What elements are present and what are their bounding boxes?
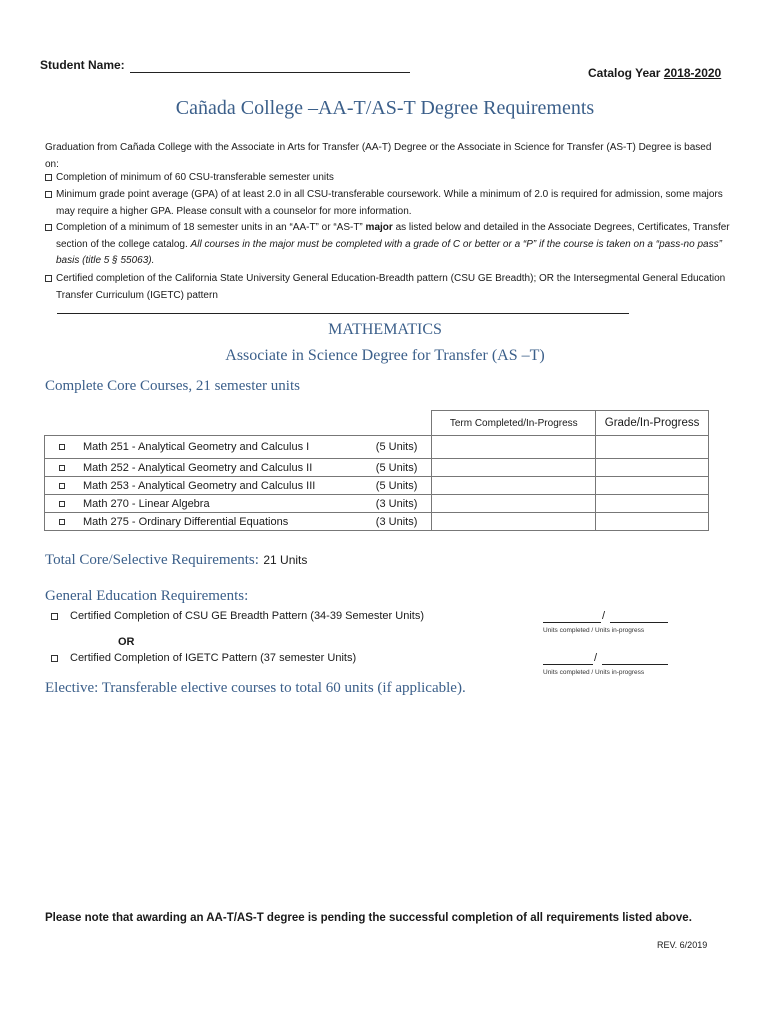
- course-units: (3 Units): [375, 497, 418, 510]
- grade-cell[interactable]: [596, 513, 709, 531]
- page-title: Cañada College –AA-T/AS-T Degree Requirements: [175, 97, 595, 119]
- checkbox-icon[interactable]: [59, 444, 65, 450]
- grade-cell[interactable]: [596, 495, 709, 513]
- course-units: (5 Units): [375, 461, 418, 474]
- revision-text: REV. 6/2019: [657, 940, 708, 950]
- term-cell[interactable]: [432, 436, 596, 459]
- course-cell: [45, 436, 432, 459]
- table-row: [45, 477, 709, 495]
- checkbox-icon[interactable]: [51, 655, 58, 662]
- column-header-term: Term Completed/In-Progress: [432, 411, 596, 436]
- total-label: Total Core/Selective Requirements:: [45, 552, 259, 568]
- grade-cell[interactable]: [596, 436, 709, 459]
- table-header-row: [45, 411, 709, 436]
- checkbox-icon[interactable]: [51, 613, 58, 620]
- course-cell: [45, 477, 432, 495]
- checkbox-icon[interactable]: [45, 275, 52, 282]
- intro-paragraph: Graduation from Cañada College with the Associate in Arts for Transfer (AA-T) Degree or the Associate in Science for Transfer (AS-T) Degree is based on:: [45, 142, 712, 170]
- units-label: Units completed / Units in-progress: [543, 669, 645, 676]
- igetc-units-completed-line[interactable]: [543, 654, 593, 665]
- checkbox-icon[interactable]: [59, 519, 65, 525]
- table-row: [45, 436, 709, 459]
- course-cell: [45, 459, 432, 477]
- student-name-label: Student Name:: [40, 58, 125, 72]
- footer-note: Please note that awarding an AA-T/AS-T degree is pending the successful completion of all requirements listed above.: [45, 912, 692, 924]
- course-cell: [45, 495, 432, 513]
- term-cell[interactable]: [432, 513, 596, 531]
- term-cell[interactable]: [432, 495, 596, 513]
- igetc-units-inprogress-line[interactable]: [602, 654, 668, 665]
- course-name: Math 252 - Analytical Geometry and Calculus II: [83, 461, 313, 474]
- core-heading: Complete Core Courses, 21 semester units: [45, 378, 300, 394]
- checkbox-icon[interactable]: [45, 174, 52, 181]
- checkbox-icon[interactable]: [59, 465, 65, 471]
- degree-title: Associate in Science Degree for Transfer (AS –T): [225, 347, 545, 364]
- course-units: (3 Units): [375, 515, 418, 528]
- course-units: (5 Units): [375, 441, 418, 453]
- checkbox-icon[interactable]: [45, 224, 52, 231]
- csu-units-inprogress-line[interactable]: [610, 612, 668, 623]
- course-name: Math 251 - Analytical Geometry and Calculus I: [83, 441, 310, 453]
- catalog-year-label: Catalog Year: [588, 66, 661, 80]
- course-units: (5 Units): [375, 479, 418, 492]
- grade-cell[interactable]: [596, 477, 709, 495]
- catalog-year: [588, 66, 721, 80]
- grade-cell[interactable]: [596, 459, 709, 477]
- requirement-item-4: Certified completion of the California State University General Education-Breadth pattern (CSU GE Breadth); OR the Intersegmental General Education Transfer Curriculum (IGETC) pattern: [45, 271, 736, 304]
- ge-option-igetc: Certified Completion of IGETC Pattern (37 semester Units): [51, 652, 356, 664]
- checkbox-icon[interactable]: [59, 483, 65, 489]
- catalog-year-value: 2018-2020: [663, 66, 722, 80]
- core-courses-table: [44, 410, 709, 531]
- total-value: 21 Units: [263, 553, 308, 567]
- units-label: Units completed / Units in-progress: [543, 627, 645, 634]
- requirement-item-1: Completion of minimum of 60 CSU-transferable semester units: [45, 170, 725, 187]
- course-name: Math 275 - Ordinary Differential Equations: [83, 515, 289, 528]
- student-name-line[interactable]: [130, 60, 410, 73]
- term-cell[interactable]: [432, 459, 596, 477]
- table-row: [45, 513, 709, 531]
- total-requirements: [45, 551, 307, 569]
- ge-heading: General Education Requirements:: [45, 588, 249, 604]
- course-name: Math 253 - Analytical Geometry and Calculus III: [83, 479, 316, 492]
- csu-units-completed-line[interactable]: [543, 612, 601, 623]
- checkbox-icon[interactable]: [45, 191, 52, 198]
- header-spacer: [45, 411, 432, 436]
- ge-option-csu: Certified Completion of CSU GE Breadth Pattern (34-39 Semester Units): [51, 610, 424, 622]
- course-name: Math 270 - Linear Algebra: [83, 497, 210, 510]
- slash-text: /: [594, 652, 598, 664]
- divider: [57, 309, 629, 314]
- table-row: [45, 459, 709, 477]
- course-cell: [45, 513, 432, 531]
- or-text: OR: [118, 636, 135, 648]
- checkbox-icon[interactable]: [59, 501, 65, 507]
- major-title: MATHEMATICS: [328, 321, 442, 338]
- table-row: [45, 495, 709, 513]
- slash-text: /: [602, 610, 606, 622]
- requirement-item-2: Minimum grade point average (GPA) of at least 2.0 in all CSU-transferable coursework. While a minimum of 2.0 is required for admission, some majors may require a higher GPA. Please consult with a counselor for more information.: [45, 187, 736, 220]
- requirement-item-3: Completion of a minimum of 18 semester units in an “AA-T” or “AS-T” major as listed below and detailed in the Associate Degrees, Certificates, Transfer section of the college catalog. All courses in the major must be completed with a grade of C or better or a “P” if the course is taken on a “pass-no pass” basis (title 5 § 55063).: [45, 220, 736, 270]
- column-header-grade: Grade/In-Progress: [596, 411, 709, 436]
- elective-text: Elective: Transferable elective courses to total 60 units (if applicable).: [45, 680, 466, 696]
- term-cell[interactable]: [432, 477, 596, 495]
